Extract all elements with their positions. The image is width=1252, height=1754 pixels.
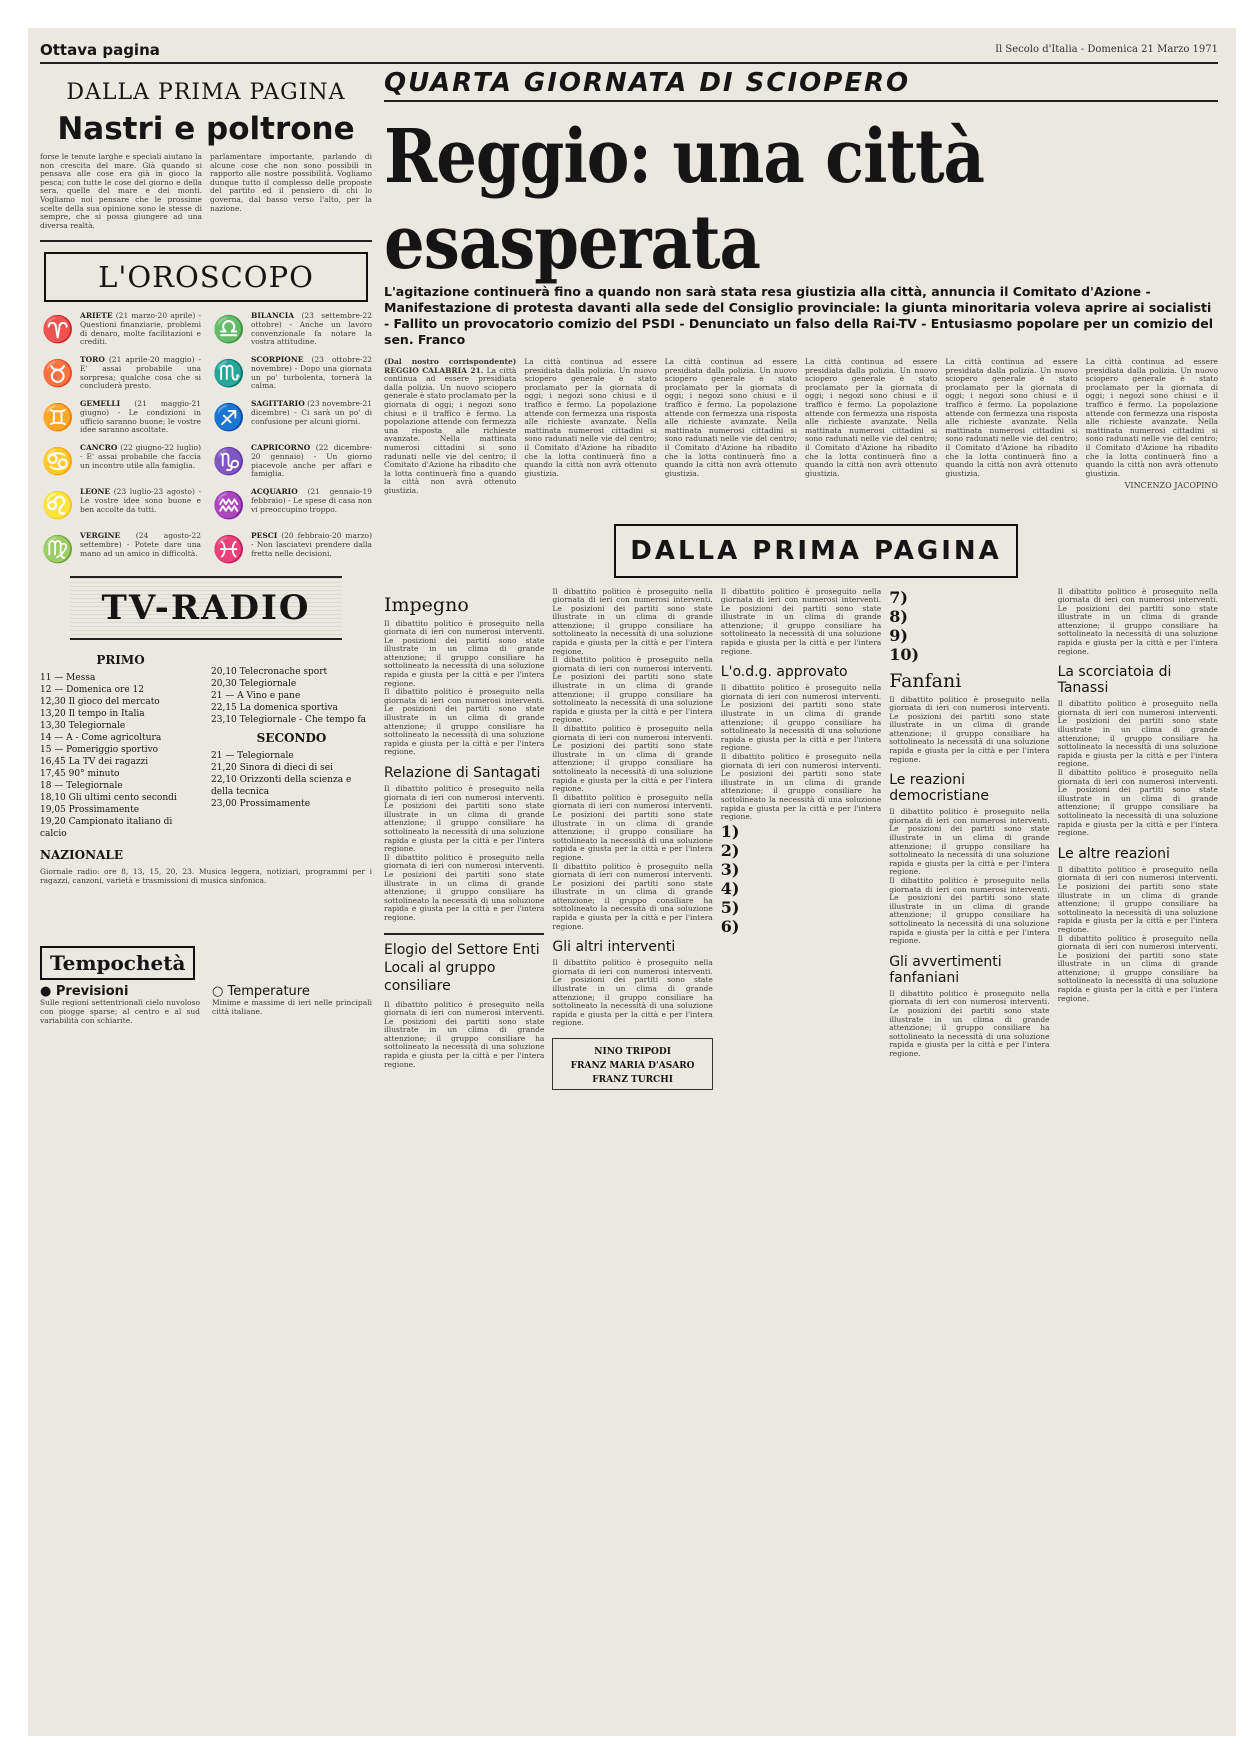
horoscope-sign: ♊ GEMELLI (21 maggio-21 giugno) - Le condizioni in ufficio saranno buone; le vostre idee saranno ascoltate. [40, 400, 201, 436]
list-item: 15 — Pomeriggio sportivo [40, 745, 159, 756]
tv-radio-title: TV-RADIO [70, 576, 342, 640]
left-column [40, 68, 372, 1025]
horoscope-grid [40, 312, 372, 568]
scorciatoia-title: La scorciatoia di Tanassi [1057, 664, 1172, 697]
avvertimenti-title: Gli avvertimenti fanfaniani [889, 953, 1002, 986]
section-label: Ottava pagina [40, 41, 160, 59]
zodiac-icon: ♊ [41, 403, 75, 434]
zodiac-icon: ♐ [212, 403, 246, 434]
list-item: 21 — A Vino e pane [211, 691, 301, 702]
horoscope-sign: ♎ BILANCIA (23 settembre-22 ottobre) - Anche un lavoro convenzionale fa notare la vostra attitudine. [211, 312, 372, 348]
main-article [384, 358, 1218, 496]
nazionale-label: NAZIONALE [40, 848, 123, 863]
zodiac-icon: ♈ [41, 315, 75, 346]
horoscope-sign: ♑ CAPRICORNO (22 dicembre-20 gennaio) - Un giorno piacevole anche per affari e famiglia. [211, 444, 372, 480]
nastri-col2: parlamentare importante, parlando di alcune cose che non sono possibili in rapporto alle nostre possibilità. Vogliamo dunque tutto il complesso delle proposte del partito ed il pensiero di chi lo governa, dal basso verso l'alto, per la nazione. [210, 152, 372, 213]
primo-evening-list [211, 666, 372, 726]
list-item: 13,30 Telegiornale [40, 721, 126, 732]
reazioni-title: Le reazioni democristiane [889, 772, 989, 805]
list-item: 20,30 Telegiornale [211, 679, 297, 690]
list-item: 4) [720, 878, 740, 898]
page-header [40, 40, 1218, 64]
nastri-col1: forse le tenute larghe e speciali aiutano la non crescita del mare. Già quando si pensava alle cose era già in gioco la pesca; con tutte le cose del giorno e della sera, quelle del mare e dei monti. Vogliamo noi pensare che le prossime scelte della sua opinione sono le stesse di sempre, che si possa giungere ad una diversa realtà. [40, 152, 202, 230]
nastri-article [40, 153, 372, 230]
odg-title: L'o.d.g. approvato [720, 664, 848, 681]
list-item: 19,05 Prossimamente [40, 805, 140, 816]
temperature-text: Minime e massime di ieri nelle principali città italiane. [212, 998, 372, 1016]
horoscope-sign: ♏ SCORPIONE (23 ottobre-22 novembre) - Dopo una giornata un po' turbolenta, tornerà la calma. [211, 356, 372, 392]
impegno-title: Impegno [384, 593, 469, 616]
numbered-list [721, 822, 881, 936]
list-item: 8) [889, 606, 908, 626]
newspaper-page [28, 28, 1236, 1736]
list-item: 6) [720, 916, 740, 936]
zodiac-icon: ♑ [212, 447, 246, 478]
list-item: 21,20 Sinora di dieci di sei [211, 763, 333, 774]
list-item: 23,00 Prossimamente [211, 799, 311, 810]
list-item: 22,15 La domenica sportiva [211, 703, 338, 714]
list-item: 10) [889, 644, 920, 664]
horoscope-sign: ♓ PESCI (20 febbraio-20 marzo) - Non lasciatevi prendere dalla fretta nelle decisioni. [211, 532, 372, 568]
list-item: 12 — Domenica ore 12 [40, 685, 144, 696]
elogio-title: Elogio del Settore Enti Locali al gruppo consiliare [384, 933, 544, 995]
article-col: La città continua ad essere presidiata dalla polizia. Un nuovo sciopero generale è stato proclamato per la giornata di oggi; i negozi sono chiusi e il traffico è fermo. La popolazione attende con fermezza una risposta alle richieste avanzate. Nella mattinata numerosi cittadini si sono radunati nelle vie del centro; il Comitato d'Azione ha ribadito che la lotta continuerà fino a quando la città non avrà ottenuto giustizia. [945, 357, 1078, 478]
list-item: 2) [720, 840, 740, 860]
article-col: La città continua ad essere presidiata dalla polizia. Un nuovo sciopero generale è stato proclamato per la giornata di oggi; i negozi sono chiusi e il traffico è fermo. La popolazione attende con fermezza una risposta alle richieste avanzate. Nella mattinata numerosi cittadini si sono radunati nelle vie del centro; il Comitato d'Azione ha ribadito che la lotta continuerà fino a quando la città non avrà ottenuto giustizia. [524, 357, 657, 478]
dalla-prima-pagina-box: DALLA PRIMA PAGINA [614, 524, 1018, 578]
zodiac-icon: ♒ [212, 491, 246, 522]
article-col: (Dal nostro corrispondente) REGGIO CALABRIA 21. La città continua ad essere presidiata dalla polizia. Un nuovo sciopero generale è stato proclamato per la giornata di oggi; i negozi sono chiusi e il traffico è fermo. La popolazione attende con fermezza una risposta alle richieste avanzate. Nella mattinata numerosi cittadini si sono radunati nelle vie del centro; il Comitato d'Azione ha ribadito che la lotta continuerà fino a quando la città non avrà ottenuto giustizia. [384, 357, 517, 495]
credits-box: NINO TRIPODI FRANZ MARIA D'ASARO FRANZ TURCHI [552, 1038, 712, 1090]
article-col: La città continua ad essere presidiata dalla polizia. Un nuovo sciopero generale è stato proclamato per la giornata di oggi; i negozi sono chiusi e il traffico è fermo. La popolazione attende con fermezza una risposta alle richieste avanzate. Nella mattinata numerosi cittadini si sono radunati nelle vie del centro; il Comitato d'Azione ha ribadito che la lotta continuerà fino a quando la città non avrà ottenuto giustizia. [804, 357, 938, 478]
zodiac-icon: ♓ [212, 535, 246, 566]
list-item: 20,10 Telecronache sport [211, 667, 328, 678]
list-item: 22,10 Orizzonti della scienza e della tecnica [211, 775, 352, 798]
list-item: 16,45 La TV dei ragazzi [40, 757, 149, 768]
left-kicker: DALLA PRIMA PAGINA [66, 80, 346, 105]
list-item: 12,30 Il gioco del mercato [40, 697, 160, 708]
radio-schedule: Giornale radio: ore 8, 13, 15, 20, 23. Musica leggera, notiziari, programmi per i ragazzi, canzoni, varietà e trasmissioni di musica sinfonica. [40, 868, 372, 885]
weather-title: Tempochetà [40, 946, 195, 980]
horoscope-sign: ♒ ACQUARIO (21 gennaio-19 febbraio) - Le spese di casa non vi preoccupino troppo. [211, 488, 372, 524]
article-col: La città continua ad essere presidiata dalla polizia. Un nuovo sciopero generale è stato proclamato per la giornata di oggi; i negozi sono chiusi e il traffico è fermo. La popolazione attende con fermezza una risposta alle richieste avanzate. Nella mattinata numerosi cittadini si sono radunati nelle vie del centro; il Comitato d'Azione ha ribadito che la lotta continuerà fino a quando la città non avrà ottenuto giustizia. [664, 357, 797, 478]
main-kicker: QUARTA GIORNATA DI SCIOPERO [384, 68, 1218, 102]
list-item: 11 — Messa [40, 673, 96, 684]
list-item: 18 — Telegiornale [40, 781, 123, 792]
dateline: Il Secolo d'Italia - Domenica 21 Marzo 1971 [995, 44, 1218, 55]
secondo-list [211, 750, 372, 810]
horoscope-sign: ♈ ARIETE (21 marzo-20 aprile) - Questioni finanziarie, problemi di denaro, molte facilitazioni e crediti. [40, 312, 201, 348]
forecast-text: Sulle regioni settentrionali cielo nuvoloso con piogge sparse; al centro e al sud variabilità con schiarite. [40, 998, 200, 1025]
main-headline: Reggio: una città esasperata [384, 114, 984, 287]
list-item: 19,20 Campionato italiano di calcio [40, 817, 173, 840]
horoscope-sign: ♍ VERGINE (24 agosto-22 settembre) - Potete dare una mano ad un amico in difficoltà. [40, 532, 201, 568]
horoscope-sign: ♋ CANCRO (22 giugno-22 luglio) - E' assai probabile che faccia un incontro utile alla famiglia. [40, 444, 201, 480]
altre-reazioni-title: Le altre reazioni [1057, 845, 1170, 862]
horoscope-sign: ♐ SAGITTARIO (23 novembre-21 dicembre) - Ci sarà un po' di confusione per alcuni giorni. [211, 400, 372, 436]
horoscope-sign: ♉ TORO (21 aprile-20 maggio) - E' assai probabile una sorpresa; qualche cosa che si concluderà presto. [40, 356, 201, 392]
zodiac-icon: ♋ [41, 447, 75, 478]
list-item: 5) [720, 897, 740, 917]
list-item: 17,45 90° minuto [40, 769, 120, 780]
article-col: La città continua ad essere presidiata dalla polizia. Un nuovo sciopero generale è stato proclamato per la giornata di oggi; i negozi sono chiusi e il traffico è fermo. La popolazione attende con fermezza una risposta alle richieste avanzate. Nella mattinata numerosi cittadini si sono radunati nelle vie del centro; il Comitato d'Azione ha ribadito che la lotta continuerà fino a quando la città non avrà ottenuto giustizia. VINCENZO JACOPINO [1085, 357, 1218, 491]
byline: VINCENZO JACOPINO [1124, 481, 1218, 491]
secondo-label: SECONDO [256, 731, 327, 746]
list-item: 14 — A - Come agricoltura [40, 733, 162, 744]
list-item: 7) [889, 587, 908, 607]
horoscope-sign: ♌ LEONE (23 luglio-23 agosto) - Le vostre idee sono buone e ben accolte da tutti. [40, 488, 201, 524]
list-item: 9) [889, 625, 908, 645]
list-item: 21 — Telegiornale [211, 751, 294, 762]
forecast-label: ● Previsioni [40, 984, 129, 1000]
zodiac-icon: ♎ [212, 315, 246, 346]
list-item: 13,20 Il tempo in Italia [40, 709, 145, 720]
tv-schedule [40, 648, 372, 840]
zodiac-icon: ♉ [41, 359, 75, 390]
primo-list [40, 672, 201, 840]
list-item: 23,10 Telegiornale - Che tempo fa [211, 715, 367, 726]
zodiac-icon: ♌ [41, 491, 75, 522]
lower-articles: Impegno Il dibattito politico è proseguito nella giornata di ieri con numerosi interventi. Le posizioni dei partiti sono state illustrate in un clima di grande attenzione; il gruppo consiliare ha sottolineato la necessità di una soluzione rapida e giusta per la città e per l'intera regione. Il dibattito politico è proseguito nella giornata di ieri con numerosi interventi. Le posizioni dei partiti sono state illustrate in un clima di grande attenzione; il gruppo consiliare ha sottolineato la necessità di una soluzione rapida e giusta per la città e per l'intera regione. Relazione di Santagati Il dibattito politico è proseguito nella giornata di ieri con numerosi interventi. Le posizioni dei partiti sono state illustrate in un clima di grande attenzione; il gruppo consiliare ha sottolineato la necessità di una soluzione rapida e giusta per la città e per l'intera regione. Il dibattito politico è proseguito nella giornata di ieri con numerosi interventi. Le posizioni dei partiti sono state illustrate in un clima di grande attenzione; il gruppo consiliare ha sottolineato la necessità di una soluzione rapida e giusta per la città e per l'intera regione. Elogio del Settore Enti Locali al gruppo consiliare Il dibattito politico è proseguito nella giornata di ieri con numerosi interventi. Le posizioni dei partiti sono state illustrate in un clima di grande attenzione; il gruppo consiliare ha sottolineato la necessità di una soluzione rapida e giusta per la città e per l'intera regione. Il dibattito politico è proseguito nella giornata di ieri con numerosi interventi. Le posizioni dei partiti sono state illustrate in un clima di grande attenzione; il gruppo consiliare ha sottolineato la necessità di una soluzione rapida e giusta per la città e per l'intera regione. Il dibattito politico è proseguito nella giornata di ieri con numerosi interventi. Le posizioni dei partiti sono state illustrate in un clima di grande attenzione; il gruppo consiliare ha sottolineato la necessità di una soluzione rapida e giusta per la città e per l'intera regione. Il dibattito politico è proseguito nella giornata di ieri con numerosi interventi. Le posizioni dei partiti sono state illustrate in un clima di grande attenzione; il gruppo consiliare ha sottolineato la necessità di una soluzione rapida e giusta per la città e per l'intera regione. Il dibattito politico è proseguito nella giornata di ieri con numerosi interventi. Le posizioni dei partiti sono state illustrate in un clima di grande attenzione; il gruppo consiliare ha sottolineato la necessità di una soluzione rapida e giusta per la città e per l'intera regione. Il dibattito politico è proseguito nella giornata di ieri con numerosi interventi. Le posizioni dei partiti sono state illustrate in un clima di grande attenzione; il gruppo consiliare ha sottolineato la necessità di una soluzione rapida e giusta per la città e per l'intera regione. Gli altri interventi Il dibattito politico è proseguito nella giornata di ieri con numerosi interventi. Le posizioni dei partiti sono state illustrate in un clima di grande attenzione; il gruppo consiliare ha sottolineato la necessità di una soluzione rapida e giusta per la città e per l'intera regione. NINO TRIPODI FRANZ MARIA D'ASARO FRANZ TURCHI Il dibattito politico è proseguito nella giornata di ieri con numerosi interventi. Le posizioni dei partiti sono state illustrate in un clima di grande attenzione; il gruppo consiliare ha sottolineato la necessità di una soluzione rapida e giusta per la città e per l'intera regione. L'o.d.g. approvato Il dibattito politico è proseguito nella giornata di ieri con numerosi interventi. Le posizioni dei partiti sono state illustrate in un clima di grande attenzione; il gruppo consiliare ha sottolineato la necessità di una soluzione rapida e giusta per la città e per l'intera regione. Il dibattito politico è proseguito nella giornata di ieri con numerosi interventi. Le posizioni dei partiti sono state illustrate in un clima di grande attenzione; il gruppo consiliare ha sottolineato la necessità di una soluzione rapida e giusta per la città e per l'intera regione. 1) 2) 3) 4) 5) 6) 7) 8) 9) 10) Fanfani Il dibattito politico è proseguito nella giornata di ieri con numerosi interventi. Le posizioni dei partiti sono state illustrate in un clima di grande attenzione; il gruppo consiliare ha sottolineato la necessità di una soluzione rapida e giusta per la città e per l'intera regione. Le reazioni democristiane Il dibattito politico è proseguito nella giornata di ieri con numerosi interventi. Le posizioni dei partiti sono state illustrate in un clima di grande attenzione; il gruppo consiliare ha sottolineato la necessità di una soluzione rapida e giusta per la città e per l'intera regione. Il dibattito politico è proseguito nella giornata di ieri con numerosi interventi. Le posizioni dei partiti sono state illustrate in un clima di grande attenzione; il gruppo consiliare ha sottolineato la necessità di una soluzione rapida e giusta per la città e per l'intera regione. Gli avvertimenti fanfaniani Il dibattito politico è proseguito nella giornata di ieri con numerosi interventi. Le posizioni dei partiti sono state illustrate in un clima di grande attenzione; il gruppo consiliare ha sottolineato la necessità di una soluzione rapida e giusta per la città e per l'intera regione. Il dibattito politico è proseguito nella giornata di ieri con numerosi interventi. Le posizioni dei partiti sono state illustrate in un clima di grande attenzione; il gruppo consiliare ha sottolineato la necessità di una soluzione rapida e giusta per la città e per l'intera regione. La scorciatoia di Tanassi Il dibattito politico è proseguito nella giornata di ieri con numerosi interventi. Le posizioni dei partiti sono state illustrate in un clima di grande attenzione; il gruppo consiliare ha sottolineato la necessità di una soluzione rapida e giusta per la città e per l'intera regione. Il dibattito politico è proseguito nella giornata di ieri con numerosi interventi. Le posizioni dei partiti sono state illustrate in un clima di grande attenzione; il gruppo consiliare ha sottolineato la necessità di una soluzione rapida e giusta per la città e per l'intera regione. Le altre reazioni Il dibattito politico è proseguito nella giornata di ieri con numerosi interventi. Le posizioni dei partiti sono state illustrate in un clima di grande attenzione; il gruppo consiliare ha sottolineato la necessità di una soluzione rapida e giusta per la città e per l'intera regione. Il dibattito politico è proseguito nella giornata di ieri con numerosi interventi. Le posizioni dei partiti sono state illustrate in un clima di grande attenzione; il gruppo consiliare ha sottolineato la necessità di una soluzione rapida e giusta per la città e per l'intera regione. [384, 588, 1218, 1091]
relazione-title: Relazione di Santagati [384, 765, 541, 781]
primo-label: PRIMO [96, 653, 145, 668]
list-item: 3) [720, 859, 740, 879]
horoscope-title: L'OROSCOPO [44, 252, 368, 302]
fanfani-title: Fanfani [889, 669, 962, 692]
altri-title: Gli altri interventi [552, 939, 676, 956]
main-summary: L'agitazione continuerà fino a quando non sarà stata resa giustizia alla città, annuncia il Comitato d'Azione - Manifestazione di protesta davanti alla sede del Consiglio provinciale: la giunta minoritaria voleva aprire ai socialisti - Fallito un provocatorio comizio del PSDI - Denunciato un falso della Rai-TV - Entusiasmo popolare per un comizio del sen. Franco [384, 284, 1214, 347]
main-area [384, 68, 1218, 1090]
list-item: 1) [720, 821, 740, 841]
list-item: 18,10 Gli ultimi cento secondi [40, 793, 177, 804]
zodiac-icon: ♏ [212, 359, 246, 390]
zodiac-icon: ♍ [41, 535, 75, 566]
temperature-label: ○ Temperature [212, 984, 310, 1000]
numbered-points [889, 588, 1049, 664]
left-headline: Nastri e poltrone [57, 111, 355, 147]
